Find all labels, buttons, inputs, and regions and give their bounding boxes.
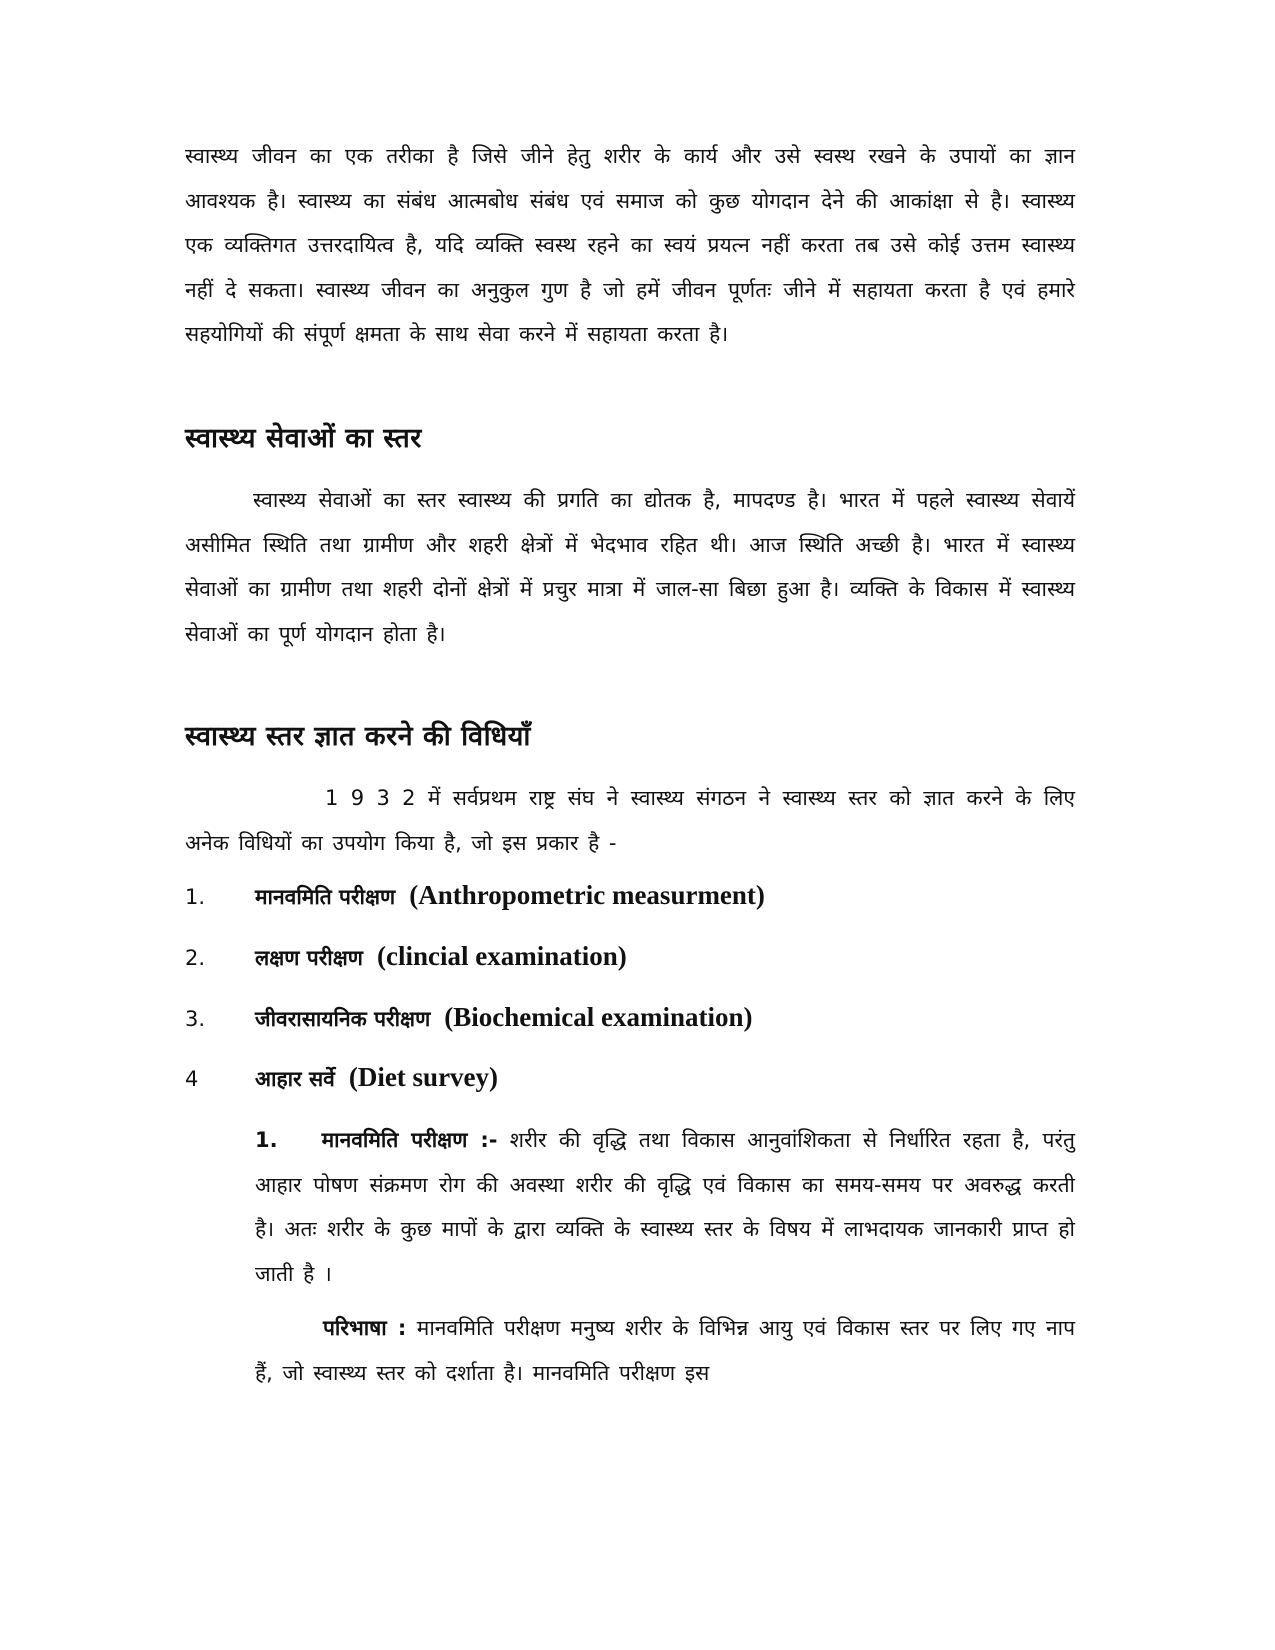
method-english-label: (Anthropometric measurment): [409, 880, 765, 910]
method-list-item: [185, 880, 1075, 920]
method-english-label: (Diet survey): [348, 1062, 499, 1092]
definition-text: मानवमिति परीक्षण मनुष्य शरीर के विभिन्न आयु एवं विकास स्तर पर लिए गए नाप हैं, जो स्वास्थ्य स्तर को दर्शाता है। मानवमिति परीक्षण इस: [255, 1316, 1075, 1385]
definition-paragraph: [255, 1306, 1075, 1395]
list-number: 2.: [185, 946, 206, 970]
method-list-item: [185, 1062, 1075, 1102]
method-hindi-label: जीवरासायनिक परीक्षण: [255, 1007, 431, 1031]
method-list-item: [185, 1002, 1075, 1042]
list-number: 1.: [185, 885, 206, 909]
methods-intro-paragraph: 1 9 3 2 में सर्वप्रथम राष्ट्र संघ ने स्वास्थ्य संगठन ने स्वास्थ्य स्तर को ज्ञात करने के लिए अनेक विधियों का उपयोग किया है, जो इस प्रकार है -: [185, 786, 1075, 855]
section-heading-health-methods: स्वास्थ्य स्तर ज्ञात करने की विधियाँ: [185, 721, 531, 752]
list-number: 4: [185, 1067, 199, 1091]
method-hindi-label: लक्षण परीक्षण: [255, 946, 363, 970]
health-services-paragraph: स्वास्थ्य सेवाओं का स्तर स्वास्थ्य की प्रगति का द्योतक है, मापदण्ड है। भारत में पहले स्वास्थ्य सेवायें असीमित स्थिति तथा ग्रामीण और शहरी क्षेत्रों में भेदभाव रहित थी। आज स्थिति अच्छी है। भारत में स्वास्थ्य सेवाओं का ग्रामीण तथा शहरी दोनों क्षेत्रों में प्रचुर मात्रा में जाल-सा बिछा हुआ है। व्यक्ति के विकास में स्वास्थ्य सेवाओं का पूर्ण योगदान होता है।: [185, 488, 1075, 646]
anthropometric-detail-paragraph: [255, 1118, 1075, 1296]
method-list-item: [185, 941, 1075, 981]
method-english-label: (Biochemical examination): [444, 1002, 753, 1032]
method-english-label: (clincial examination): [377, 941, 627, 971]
detail-number: 1.: [255, 1128, 278, 1152]
list-number: 3.: [185, 1007, 206, 1031]
section-heading-health-services-level: स्वास्थ्य सेवाओं का स्तर: [185, 423, 422, 454]
detail-title: मानवमिति परीक्षण :-: [321, 1128, 498, 1152]
method-hindi-label: मानवमिति परीक्षण: [255, 885, 396, 909]
detail-text: शरीर की वृद्धि तथा विकास आनुवांशिकता से निर्धारित रहता है, परंतु आहार पोषण संक्रमण रोग की अवस्था शरीर की वृद्धि एवं विकास का समय-समय पर अवरुद्ध करती है। अतः शरीर के कुछ मापों के द्वारा व्यक्ति के स्वास्थ्य स्तर के विषय में लाभदायक जानकारी प्राप्त हो जाती है ।: [255, 1128, 1075, 1286]
method-hindi-label: आहार सर्वे: [255, 1067, 335, 1091]
definition-label: परिभाषा :: [323, 1316, 407, 1340]
intro-paragraph: स्वास्थ्य जीवन का एक तरीका है जिसे जीने हेतु शरीर के कार्य और उसे स्वस्थ रखने के उपायों का ज्ञान आवश्यक है। स्वास्थ्य का संबंध आत्मबोध संबंध एवं समाज को कुछ योगदान देने की आकांक्षा से है। स्वास्थ्य एक व्यक्तिगत उत्तरदायित्व है, यदि व्यक्ति स्वस्थ रहने का स्वयं प्रयत्न नहीं करता तब उसे कोई उत्तम स्वास्थ्य नहीं दे सकता। स्वास्थ्य जीवन का अनुकुल गुण है जो हमें जीवन पूर्णतः जीने में सहायता करता है एवं हमारे सहयोगियों की संपूर्ण क्षमता के साथ सेवा करने में सहायता करता है।: [185, 144, 1075, 346]
